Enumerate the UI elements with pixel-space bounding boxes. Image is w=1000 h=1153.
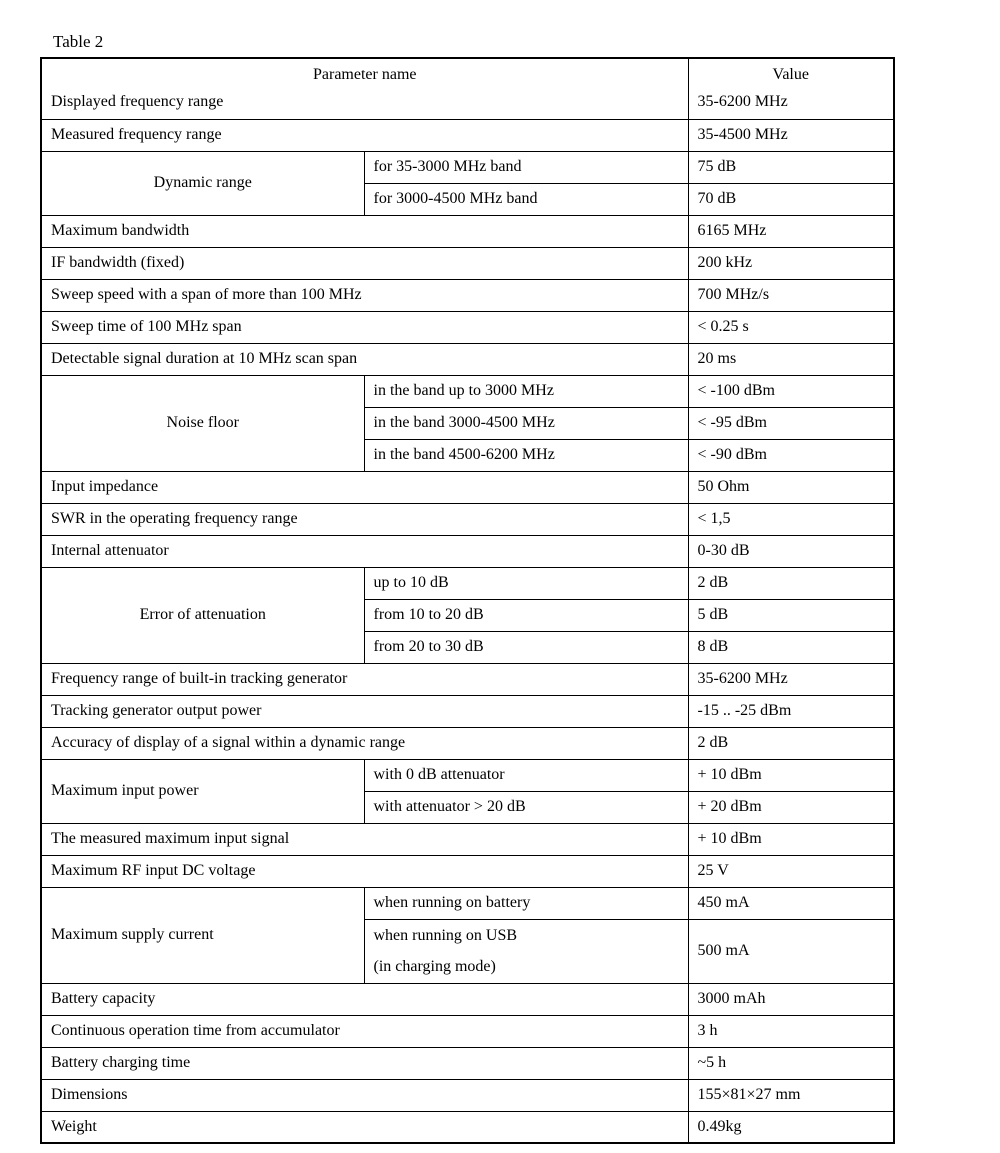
condition-cell: for 35-3000 MHz band: [364, 151, 688, 183]
table-row: [41, 535, 894, 567]
param-cell: Weight: [41, 1111, 688, 1143]
table-row: [41, 983, 894, 1015]
value-cell: 2 dB: [688, 727, 894, 759]
table-row: [41, 727, 894, 759]
table-row: [41, 1015, 894, 1047]
param-cell: Detectable signal duration at 10 MHz scan span: [41, 343, 688, 375]
value-cell: 0.49kg: [688, 1111, 894, 1143]
value-cell: 0-30 dB: [688, 535, 894, 567]
param-cell: Battery capacity: [41, 983, 688, 1015]
param-header-label: Parameter name: [313, 66, 417, 84]
condition-line-1: when running on USB: [373, 926, 518, 944]
value-cell: 20 ms: [688, 343, 894, 375]
value-cell: 2 dB: [688, 567, 894, 599]
condition-line-2: (in charging mode): [373, 957, 496, 975]
group-param-cell: Maximum input power: [41, 759, 364, 823]
value-cell: 200 kHz: [688, 247, 894, 279]
table-row: [41, 151, 894, 183]
table-row: [41, 119, 894, 151]
value-cell: 155×81×27 mm: [688, 1079, 894, 1111]
table-row: [41, 471, 894, 503]
param-cell: Battery charging time: [41, 1047, 688, 1079]
param-cell: Sweep time of 100 MHz span: [41, 311, 688, 343]
table-row: [41, 311, 894, 343]
param-cell: Measured frequency range: [41, 119, 688, 151]
param-cell: SWR in the operating frequency range: [41, 503, 688, 535]
table-row: [41, 343, 894, 375]
param-cell: Internal attenuator: [41, 535, 688, 567]
param-cell: Frequency range of built-in tracking generator: [41, 663, 688, 695]
param-cell: The measured maximum input signal: [41, 823, 688, 855]
value-cell: 70 dB: [688, 183, 894, 215]
param-cell: Accuracy of display of a signal within a dynamic range: [41, 727, 688, 759]
table-row: [41, 215, 894, 247]
condition-cell: with attenuator > 20 dB: [364, 791, 688, 823]
value-cell: < -100 dBm: [688, 375, 894, 407]
condition-cell: when running on battery: [364, 887, 688, 919]
table-row: [41, 247, 894, 279]
table-row: [41, 695, 894, 727]
param-cell: Input impedance: [41, 471, 688, 503]
table-row: [41, 567, 894, 599]
group-param-cell: Maximum supply current: [41, 887, 364, 983]
value-cell: 450 mA: [688, 887, 894, 919]
value-cell: 500 mA: [688, 919, 894, 983]
value-cell: + 20 dBm: [688, 791, 894, 823]
condition-cell: up to 10 dB: [364, 567, 688, 599]
condition-cell: in the band 3000-4500 MHz: [364, 407, 688, 439]
condition-cell: in the band 4500-6200 MHz: [364, 439, 688, 471]
condition-cell: from 10 to 20 dB: [364, 599, 688, 631]
table-row: [41, 823, 894, 855]
param-cell: Sweep speed with a span of more than 100 MHz: [41, 279, 688, 311]
param-header-cell: [41, 58, 688, 119]
value-cell: ~5 h: [688, 1047, 894, 1079]
table-row: [41, 887, 894, 919]
param-cell: Tracking generator output power: [41, 695, 688, 727]
value-cell: 700 MHz/s: [688, 279, 894, 311]
specs-table: [40, 57, 895, 1144]
param-cell: Maximum bandwidth: [41, 215, 688, 247]
value-cell: 75 dB: [688, 151, 894, 183]
param-label: Displayed frequency range: [51, 93, 224, 111]
table-caption: Table 2: [53, 32, 104, 51]
table-row: [41, 375, 894, 407]
value-cell: 25 V: [688, 855, 894, 887]
value-cell: 50 Ohm: [688, 471, 894, 503]
table-row: [41, 503, 894, 535]
table-row: [41, 759, 894, 791]
value-cell: 35-4500 MHz: [688, 119, 894, 151]
table-row: [41, 58, 894, 119]
value-cell: 3 h: [688, 1015, 894, 1047]
group-param-cell: Noise floor: [41, 375, 364, 471]
group-param-cell: Error of attenuation: [41, 567, 364, 663]
value-cell: 6165 MHz: [688, 215, 894, 247]
value-cell: + 10 dBm: [688, 759, 894, 791]
value-cell: < -90 dBm: [688, 439, 894, 471]
condition-cell: with 0 dB attenuator: [364, 759, 688, 791]
table-row: [41, 1111, 894, 1143]
value-cell: -15 .. -25 dBm: [688, 695, 894, 727]
value-cell: + 10 dBm: [688, 823, 894, 855]
value-cell: < 0.25 s: [688, 311, 894, 343]
value-cell: < 1,5: [688, 503, 894, 535]
param-cell: Dimensions: [41, 1079, 688, 1111]
value-cell: 35-6200 MHz: [688, 663, 894, 695]
condition-cell: [364, 919, 688, 983]
param-cell: Maximum RF input DC voltage: [41, 855, 688, 887]
value-cell: 3000 mAh: [688, 983, 894, 1015]
value-cell: 8 dB: [688, 631, 894, 663]
value-header-label: Value: [772, 66, 809, 84]
value-label: 35-6200 MHz: [697, 93, 788, 111]
condition-cell: in the band up to 3000 MHz: [364, 375, 688, 407]
condition-cell: from 20 to 30 dB: [364, 631, 688, 663]
param-cell: Continuous operation time from accumulator: [41, 1015, 688, 1047]
table-row: [41, 663, 894, 695]
table-row: [41, 1079, 894, 1111]
value-cell: < -95 dBm: [688, 407, 894, 439]
param-cell: IF bandwidth (fixed): [41, 247, 688, 279]
value-cell: 5 dB: [688, 599, 894, 631]
table-row: [41, 279, 894, 311]
group-param-cell: Dynamic range: [41, 151, 364, 215]
value-header-cell: [688, 58, 894, 119]
condition-cell: for 3000-4500 MHz band: [364, 183, 688, 215]
table-row: [41, 1047, 894, 1079]
table-row: [41, 855, 894, 887]
